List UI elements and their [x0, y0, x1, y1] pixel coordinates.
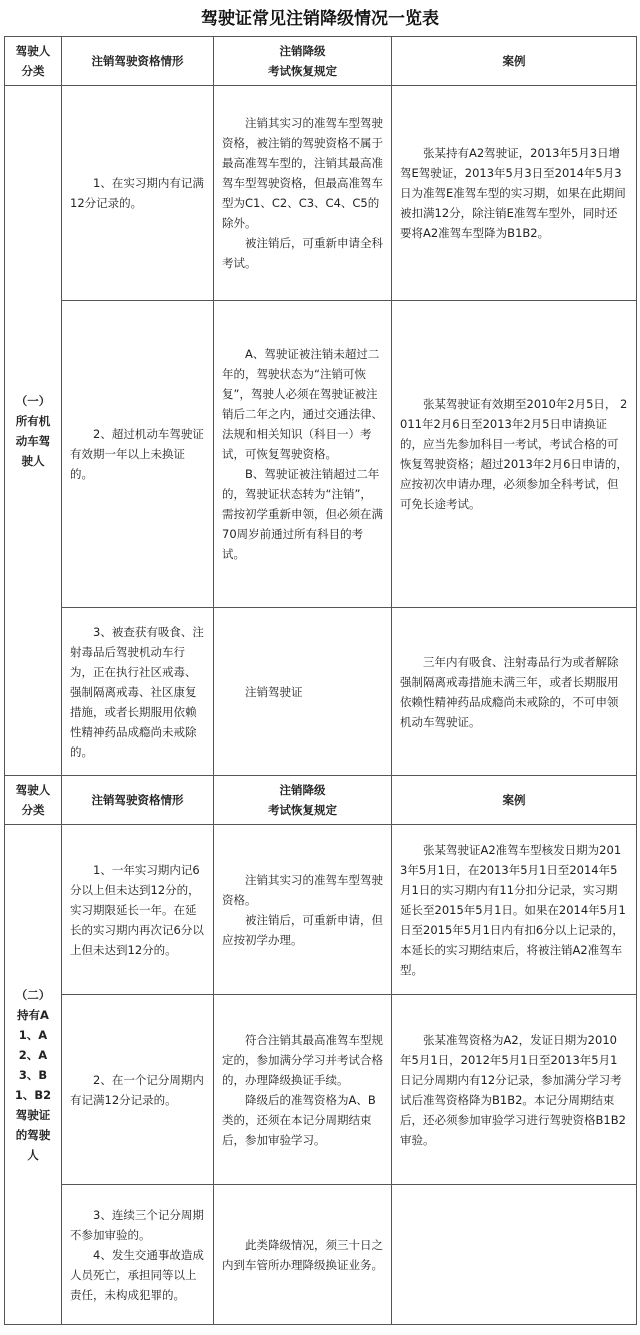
case-text: 张某持有A2驾驶证，2013年5月3日增驾E驾驶证，2013年5月3日至2014年5月3日为准驾E准驾车型的实习期，如果在此期间被扣满12分，除注销E准驾车型外，同时还要将A2准驾车型降为B1B2。	[400, 146, 626, 240]
header-category-line1: 驾驶人	[15, 44, 51, 58]
category-line: 驶人	[21, 453, 45, 468]
circumstance-text: 1、一年实习期内记6分以上但未达到12分的，实习期限延长一年。在延长的实习期内再次记6分以上但未达到12分的。	[70, 862, 204, 957]
header-circumstance: 注销驾驶资格情形	[62, 776, 214, 825]
category-line: 人	[27, 1147, 39, 1162]
circumstance-cell	[62, 301, 214, 608]
header-category-line2: 分类	[21, 64, 45, 78]
category-line: 动车驾	[15, 433, 51, 448]
circumstance-cell	[62, 1185, 214, 1325]
header-rule-line1: 注销降级	[279, 783, 326, 797]
circumstance-text: 3、连续三个记分周期不参加审验的。	[70, 1207, 204, 1242]
case-cell	[392, 1185, 637, 1325]
rule-text: 符合注销其最高准驾车型规定的，参加满分学习并考试合格的，办理降级换证手续。	[222, 1032, 383, 1087]
rule-cell	[214, 1185, 392, 1325]
header-rule-line2: 考试恢复规定	[268, 64, 337, 78]
table-row	[5, 86, 637, 301]
category-line: 3、B	[18, 1067, 48, 1082]
header-case: 案例	[392, 37, 637, 86]
case-text: 张某准驾资格为A2，发证日期为2010年5月1日，2012年5月1日至2013年5月1日记分周期内有12分记录，参加满分学习考试后准驾资格降为B1B2。本记分周期结束后，还必须参加审验学习进行驾驶资格B1B2审验。	[400, 1032, 626, 1147]
category-line: 所有机	[15, 413, 51, 428]
case-cell	[392, 86, 637, 301]
rule-text: 被注销后，可重新申请全科考试。	[222, 236, 383, 270]
header-rule	[214, 776, 392, 825]
table-row	[5, 608, 637, 776]
circumstance-text: 1、在实习期内有记满12分记录的。	[70, 176, 204, 210]
header-rule-line1: 注销降级	[279, 44, 326, 58]
header-category	[5, 776, 62, 825]
rule-text: B、驾驶证被注销超过二年的，驾驶证状态转为“注销”，需按初学重新申领，但必须在满70周岁前通过所有科目的考试。	[222, 467, 383, 561]
rule-cell	[214, 995, 392, 1185]
circumstance-text: 2、超过机动车驾驶证有效期一年以上未换证的。	[70, 427, 204, 481]
circumstance-text: 3、被查获有吸食、注射毒品后驾驶机动车行为，正在执行社区戒毒、强制隔离戒毒、社区康复措施，或者长期服用依赖性精神药品成瘾尚未戒除的。	[70, 624, 204, 759]
rule-cell	[214, 825, 392, 995]
table-row	[5, 825, 637, 995]
circumstance-cell	[62, 995, 214, 1185]
category-line: （一）	[15, 393, 51, 408]
rule-text: 被注销后，可重新申请，但应按初学办理。	[222, 912, 383, 947]
circumstance-text: 4、发生交通事故造成人员死亡，承担同等以上责任，未构成犯罪的。	[70, 1247, 204, 1302]
page-title: 驾驶证常见注销降级情况一览表	[201, 9, 439, 29]
category-line: 持有A	[17, 1007, 49, 1022]
table-header-row	[5, 776, 637, 825]
license-table	[4, 36, 637, 1325]
header-category-line1: 驾驶人	[15, 783, 51, 797]
case-cell	[392, 995, 637, 1185]
rule-text: 此类降级情况，须三十日之内到车管所办理降级换证业务。	[222, 1237, 383, 1272]
category-line: 2、A	[18, 1047, 48, 1062]
rule-text: 注销其实习的准驾车型驾驶资格，被注销的驾驶资格不属于最高准驾车型的，注销其最高准驾车型驾驶资格，但最高准驾车型为C1、C2、C3、C4、C5的除外。	[222, 116, 383, 230]
case-cell	[392, 608, 637, 776]
circumstance-cell	[62, 608, 214, 776]
category-cell	[5, 825, 62, 1325]
header-category	[5, 37, 62, 86]
circumstance-cell	[62, 86, 214, 301]
rule-text: 注销其实习的准驾车型驾驶资格。	[222, 872, 383, 907]
category-line: 驾驶证	[15, 1107, 51, 1122]
case-text: 张某驾驶证A2准驾车型核发日期为2013年5月1日，在2013年5月1日至2014年5月1日的实习期内有11分扣分记录，实习期延长至2015年5月1日。如果在2014年5月1日至2015年5月1日内有扣6分以上记录的，本延长的实习期结束后，将被注销A2准驾车型。	[400, 842, 626, 977]
table-row	[5, 1185, 637, 1325]
table-row	[5, 995, 637, 1185]
header-circumstance: 注销驾驶资格情形	[62, 37, 214, 86]
case-text: 张某驾驶证有效期至2010年2月5日， 2011年2月6日至2013年2月5日申请换证的，应当先参加科目一考试，考试合格的可恢复驾驶资格；超过2013年2月6日申请的，应按初次申请办理，必须参加全科考试，但可免长途考试。	[400, 397, 628, 511]
case-cell	[392, 301, 637, 608]
rule-cell	[214, 301, 392, 608]
category-line: （二）	[15, 987, 51, 1002]
header-category-line2: 分类	[21, 803, 45, 817]
case-cell	[392, 825, 637, 995]
category-line: 的驾驶	[15, 1127, 51, 1142]
rule-text: A、驾驶证被注销未超过二年的，驾驶状态为“注销可恢复”，驾驶人必须在驾驶证被注销后二年之内，通过交通法律、法规和相关知识（科目一）考试，可恢复驾驶资格。	[222, 347, 383, 461]
category-line: 1、B2	[14, 1087, 52, 1102]
category-cell	[5, 86, 62, 776]
rule-text: 注销驾驶证	[245, 684, 303, 699]
header-case: 案例	[392, 776, 637, 825]
circumstance-cell	[62, 825, 214, 995]
rule-text: 降级后的准驾资格为A、B类的，还须在本记分周期结束后，参加审验学习。	[222, 1092, 376, 1147]
table-header-row	[5, 37, 637, 86]
table-row	[5, 301, 637, 608]
rule-cell	[214, 86, 392, 301]
case-text: 三年内有吸食、注射毒品行为或者解除强制隔离戒毒措施未满三年，或者长期服用依赖性精神药品成瘾尚未戒除的，不可申领机动车驾驶证。	[400, 654, 619, 729]
category-line: 1、A	[18, 1027, 48, 1042]
circumstance-text: 2、在一个记分周期内有记满12分记录的。	[70, 1072, 204, 1107]
rule-cell	[214, 608, 392, 776]
header-rule-line2: 考试恢复规定	[268, 803, 337, 817]
header-rule	[214, 37, 392, 86]
